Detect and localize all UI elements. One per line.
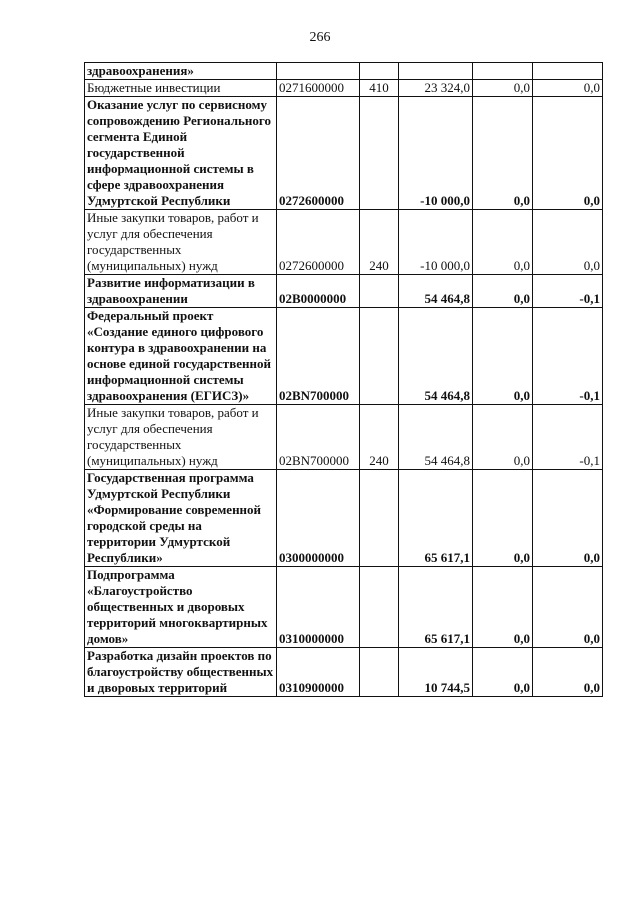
expense-type-cell — [360, 275, 399, 308]
row-name-cell: Федеральный проект «Создание единого цифрового контура в здравоохранении на основе единой государственной информационной системы здравоохранения (ЕГИСЗ)» — [85, 308, 277, 405]
amount-cell-1 — [399, 63, 473, 80]
table-row — [85, 405, 603, 470]
row-name-cell: Иные закупки товаров, работ и услуг для обеспечения государственных (муниципальных) нужд — [85, 210, 277, 275]
table-row — [85, 567, 603, 648]
amount-cell-1: 10 744,5 — [399, 648, 473, 697]
amount-cell-3: 0,0 — [533, 648, 603, 697]
amount-cell-1: 54 464,8 — [399, 405, 473, 470]
amount-cell-3: 0,0 — [533, 567, 603, 648]
page-number: 266 — [309, 30, 331, 45]
target-code-cell: 02ВN700000 — [277, 405, 360, 470]
amount-cell-2: 0,0 — [473, 210, 533, 275]
amount-cell-3: 0,0 — [533, 80, 603, 97]
target-code-cell: 0272600000 — [277, 97, 360, 210]
amount-cell-3: 0,0 — [533, 470, 603, 567]
amount-cell-3: 0,0 — [533, 97, 603, 210]
row-name-cell: Иные закупки товаров, работ и услуг для обеспечения государственных (муниципальных) нужд — [85, 405, 277, 470]
table-row — [85, 275, 603, 308]
row-name-cell: здравоохранения» — [85, 63, 277, 80]
target-code-cell: 0310000000 — [277, 567, 360, 648]
amount-cell-2: 0,0 — [473, 80, 533, 97]
row-name-cell: Развитие информатизации в здравоохранении — [85, 275, 277, 308]
row-name-cell: Разработка дизайн проектов по благоустройству общественных и дворовых территорий — [85, 648, 277, 697]
table-row — [85, 80, 603, 97]
amount-cell-3: -0,1 — [533, 275, 603, 308]
amount-cell-1: 65 617,1 — [399, 470, 473, 567]
amount-cell-2: 0,0 — [473, 567, 533, 648]
amount-cell-1: 23 324,0 — [399, 80, 473, 97]
table-row — [85, 210, 603, 275]
target-code-cell — [277, 63, 360, 80]
amount-cell-2: 0,0 — [473, 275, 533, 308]
budget-table — [84, 62, 603, 697]
budget-table-body — [85, 63, 603, 697]
expense-type-cell — [360, 63, 399, 80]
target-code-cell: 0310900000 — [277, 648, 360, 697]
amount-cell-2 — [473, 63, 533, 80]
expense-type-cell: 240 — [360, 210, 399, 275]
amount-cell-3: -0,1 — [533, 405, 603, 470]
amount-cell-2: 0,0 — [473, 405, 533, 470]
expense-type-cell — [360, 648, 399, 697]
target-code-cell: 0272600000 — [277, 210, 360, 275]
amount-cell-1: 65 617,1 — [399, 567, 473, 648]
row-name-cell: Государственная программа Удмуртской Республики «Формирование современной городской среды на территории Удмуртской Республики» — [85, 470, 277, 567]
table-row — [85, 97, 603, 210]
table-row — [85, 308, 603, 405]
amount-cell-2: 0,0 — [473, 97, 533, 210]
expense-type-cell: 410 — [360, 80, 399, 97]
amount-cell-1: -10 000,0 — [399, 210, 473, 275]
row-name-cell: Оказание услуг по сервисному сопровождению Регионального сегмента Единой государственной информационной системы в сфере здравоохранения Удмуртской Республики — [85, 97, 277, 210]
target-code-cell: 0271600000 — [277, 80, 360, 97]
amount-cell-1: -10 000,0 — [399, 97, 473, 210]
amount-cell-1: 54 464,8 — [399, 275, 473, 308]
target-code-cell: 0300000000 — [277, 470, 360, 567]
amount-cell-3: -0,1 — [533, 308, 603, 405]
amount-cell-3 — [533, 63, 603, 80]
row-name-cell: Бюджетные инвестиции — [85, 80, 277, 97]
amount-cell-2: 0,0 — [473, 308, 533, 405]
target-code-cell: 02ВN700000 — [277, 308, 360, 405]
target-code-cell: 02В0000000 — [277, 275, 360, 308]
amount-cell-1: 54 464,8 — [399, 308, 473, 405]
expense-type-cell: 240 — [360, 405, 399, 470]
expense-type-cell — [360, 567, 399, 648]
table-row — [85, 63, 603, 80]
row-name-cell: Подпрограмма «Благоустройство общественных и дворовых территорий многоквартирных домов» — [85, 567, 277, 648]
amount-cell-3: 0,0 — [533, 210, 603, 275]
table-row — [85, 648, 603, 697]
amount-cell-2: 0,0 — [473, 470, 533, 567]
expense-type-cell — [360, 470, 399, 567]
amount-cell-2: 0,0 — [473, 648, 533, 697]
table-row — [85, 470, 603, 567]
expense-type-cell — [360, 308, 399, 405]
expense-type-cell — [360, 97, 399, 210]
